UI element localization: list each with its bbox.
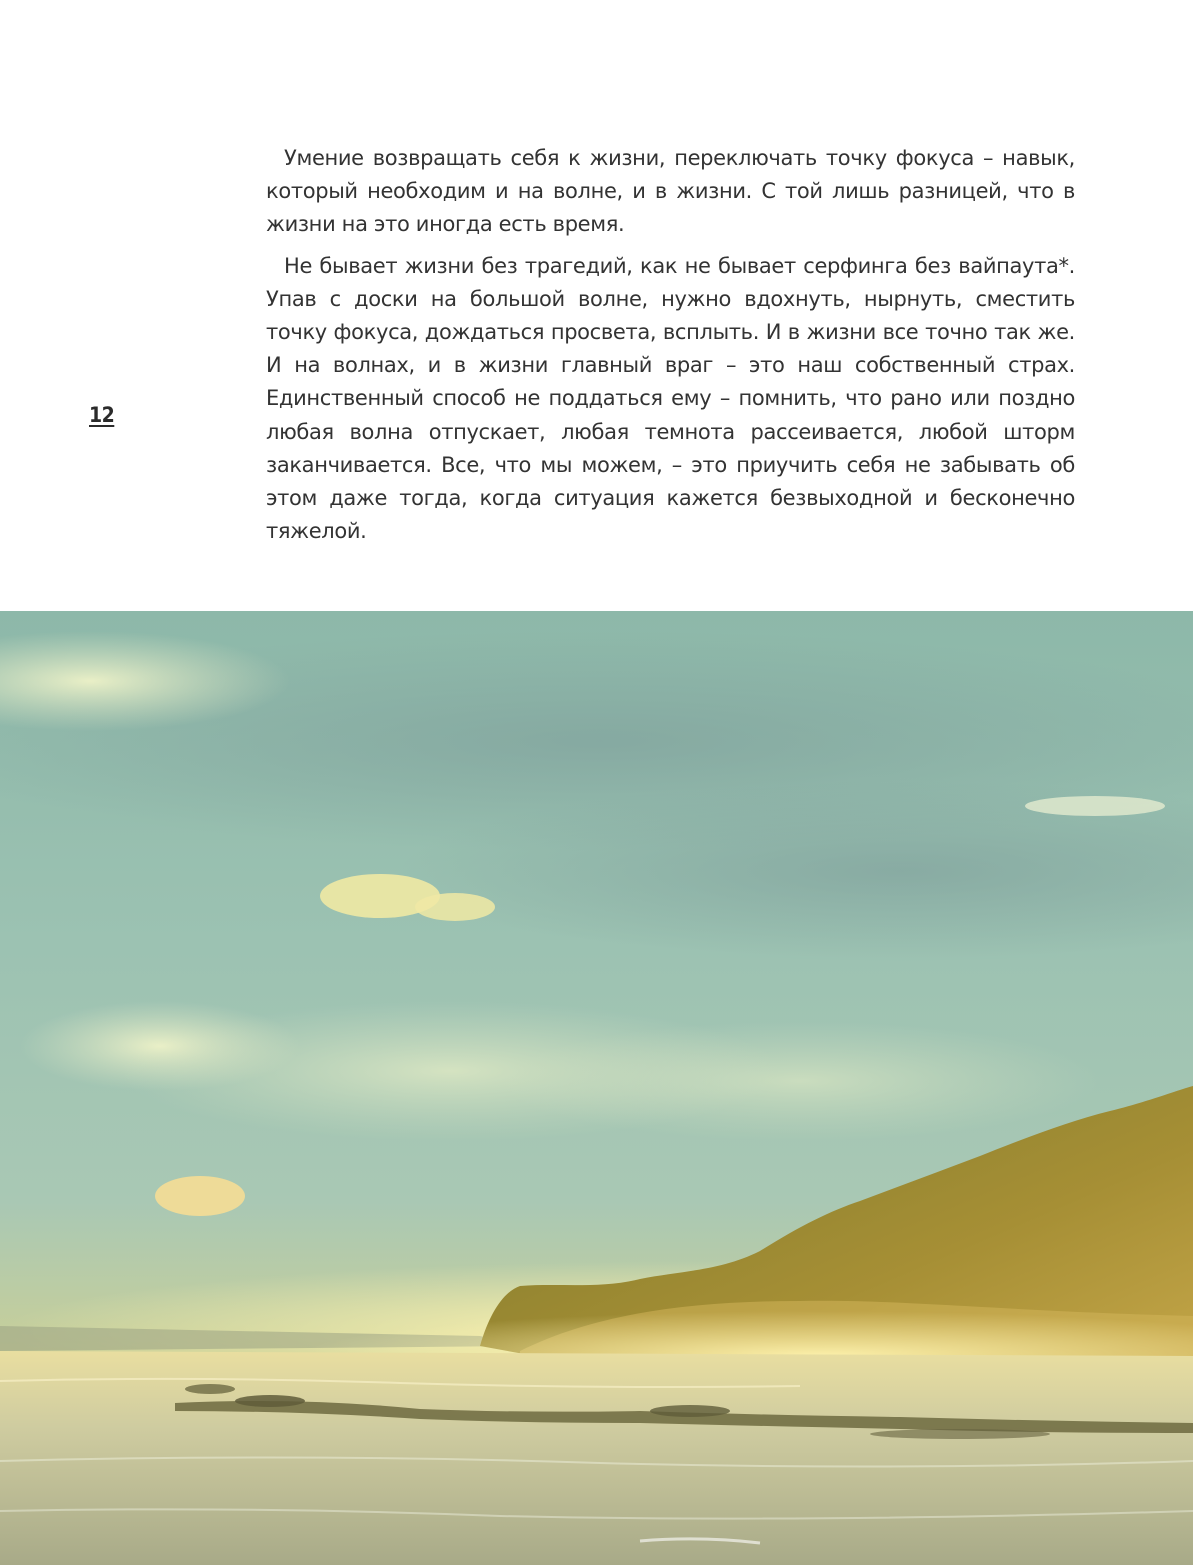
paragraph: Не бывает жизни без трагедий, как не бывает серфинга без вайпаута*. Упав с доски на большой волне, нужно вдохнуть, нырнуть, сместить точку фокуса, дождаться просвета, всплыть. И в жизни все точно так же. И на волнах, и в жизни главный враг – это наш собственный страх. Единственный способ не поддаться ему – помнить, что рано или поздно любая волна отпускает, любая темнота рассеивается, любой шторм заканчивается. Все, что мы можем, – это приучить себя не забывать об этом даже тогда, когда ситуация кажется безвыходной и бесконечно тяжелой. (266, 253, 1075, 544)
cloud (415, 893, 495, 921)
rock (235, 1395, 305, 1407)
page-number: 12 (89, 403, 115, 427)
rock (185, 1384, 235, 1394)
cloud (1025, 796, 1165, 816)
rock (650, 1405, 730, 1417)
rock (870, 1429, 1050, 1439)
seascape-illustration (0, 611, 1193, 1565)
body-text (266, 142, 1075, 556)
cloud (500, 1021, 1100, 1141)
cloud (155, 1176, 245, 1216)
paragraph: Умение возвращать себя к жизни, переключать точку фокуса – навык, который необходим и на волне, и в жизни. С той лишь разницей, что в жизни на это иногда есть время. (266, 146, 1075, 237)
seascape-photo (0, 611, 1193, 1565)
